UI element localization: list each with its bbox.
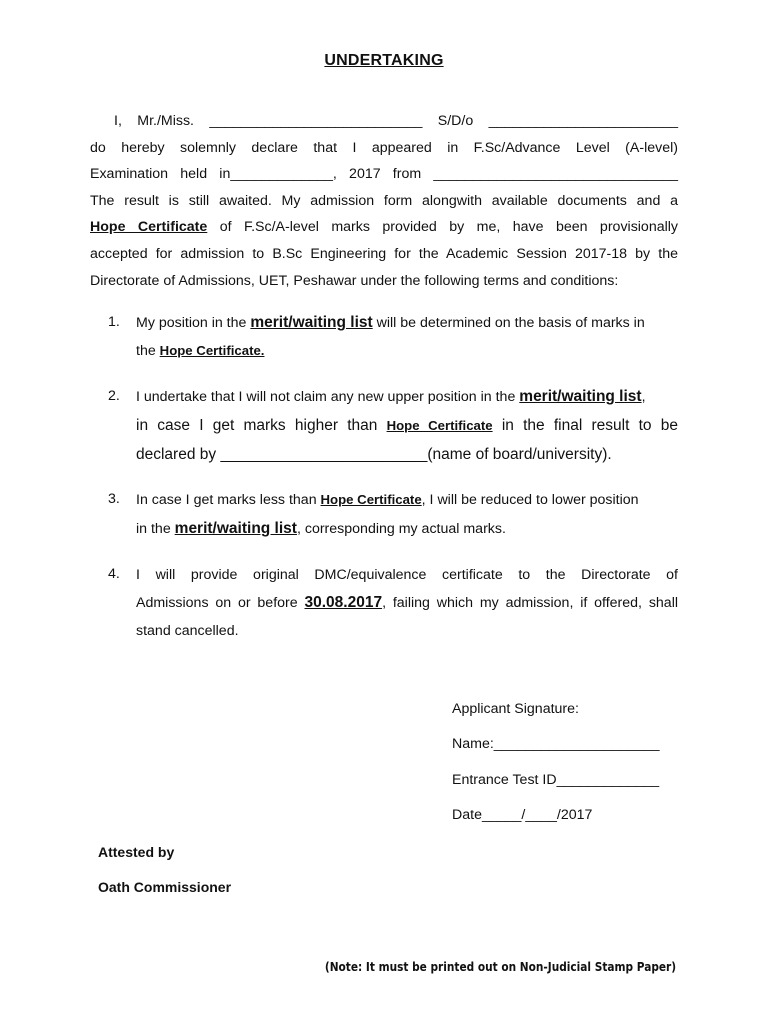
term-text: , failing which my admission, if offered, shall [382,595,678,611]
oath-commissioner-label: Oath Commissioner [98,879,232,895]
entrance-test-id-field: Entrance Test ID_____________ [452,772,660,788]
term-text: the [136,343,160,359]
date-field: Date_____/____/2017 [452,807,593,823]
term-number: 3. [108,491,120,507]
term-number: 1. [108,314,120,330]
term-line: I will provide original DMC/equivalence certificate to the Directorate of [136,567,678,583]
intro-line-3: Examination held in_____________, 2017 from _______________________________ [90,166,678,183]
hope-certificate-term: Hope Certificate. [159,343,265,358]
term-text: will be determined on the basis of marks in [372,315,645,331]
term-text: in the [136,521,175,537]
term-text: , I will be reduced to lower position [421,492,639,508]
term-text: in case I get marks higher than [136,417,387,434]
term-text: In case I get marks less than [136,492,321,508]
term-line: stand cancelled. [136,623,239,639]
term-line [136,342,678,360]
applicant-signature-label: Applicant Signature: [452,701,579,717]
term-text: in the final result to be [492,417,678,434]
term-line [136,416,678,436]
term-body [136,314,678,360]
merit-waiting-list-term: merit/waiting list [174,520,297,537]
deadline-date: 30.08.2017 [304,594,383,611]
attested-by-label: Attested by [98,844,175,860]
hope-certificate-term: Hope Certificate [386,418,493,433]
intro-line-7: Directorate of Admissions, UET, Peshawar under the following terms and conditions: [90,272,619,289]
term-number: 2. [108,388,120,404]
intro-line-6: accepted for admission to B.Sc Engineering for the Academic Session 2017-18 by the [90,245,678,262]
term-text: , [641,389,646,405]
term-line [136,314,678,332]
term-line [136,491,678,509]
intro-paragraph [90,108,678,294]
merit-waiting-list-term: merit/waiting list [250,314,373,331]
term-text: , corresponding my actual marks. [296,521,506,537]
intro-line-2: do hereby solemnly declare that I appeared in F.Sc/Advance Level (A-level) [90,139,678,156]
intro-line-4: The result is still awaited. My admission form alongwith available documents and a [90,192,678,209]
document-title: UNDERTAKING [324,52,444,69]
hope-certificate-term: Hope Certificate [90,219,208,236]
intro-line-5 [90,214,678,241]
intro-line-5-text: of F.Sc/A-level marks provided by me, have been provisionally [207,219,679,236]
term-body [136,566,678,640]
term-line [136,520,678,538]
term-text: My position in the [136,315,251,331]
hope-certificate-term: Hope Certificate [320,492,422,507]
term-body [136,388,678,465]
term-line [136,388,678,406]
intro-line-1: I, Mr./Miss. ___________________________ S/D/o ________________________ [114,113,678,129]
term-body [136,491,678,538]
term-line [136,594,678,612]
term-text: I undertake that I will not claim any new upper position in the [136,389,520,405]
term-line: declared by ________________________(name of board/university). [136,446,612,463]
stamp-paper-note: (Note: It must be printed out on Non-Judicial Stamp Paper) [324,960,676,974]
term-number: 4. [108,566,120,582]
name-field: Name:_____________________ [452,736,660,752]
term-text: Admissions on or before [136,595,305,611]
merit-waiting-list-term: merit/waiting list [519,388,642,405]
